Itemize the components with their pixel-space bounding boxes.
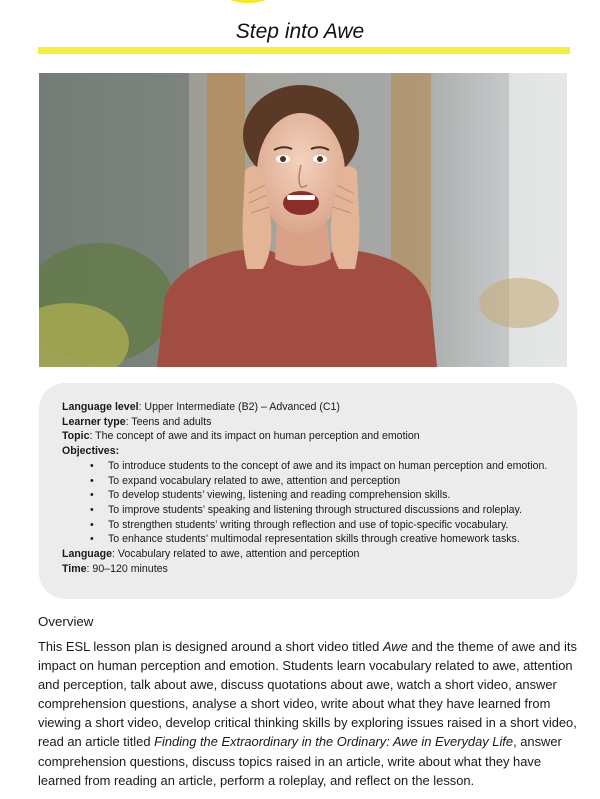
objectives-label: Objectives: — [62, 445, 120, 458]
objective-item: • To enhance students’ multimodal representation skills through creative homework tasks. — [62, 532, 555, 547]
language-level-value: : Upper Intermediate (B2) – Advanced (C1) — [138, 401, 340, 413]
top-accent-shape — [225, 0, 271, 3]
time-label: Time — [62, 562, 87, 575]
overview-paragraph: This ESL lesson plan is designed around a short video titled Awe and the theme of awe and its impact on human perception and emotion. Students learn vocabulary related to awe, attention and perception, talk about awe, discuss quotations about awe, watch a short video, answer comprehension questions, analyse a short video, write about what they have learned from viewing a short video, develop critical thinking skills by exploring issues raised in a short video, read an article titled Finding the Extraordinary in the Ordinary: Awe in Everyday Life, answer comprehension questions, discuss topics raised in an article, write about what they have learned from reading an article, perform a roleplay, and reflect on the lesson. — [38, 639, 577, 788]
language-label: Language — [62, 548, 113, 561]
language-value: : Vocabulary related to awe, attention and perception — [112, 548, 360, 561]
topic-line — [62, 429, 555, 444]
topic-value: : The concept of awe and its impact on human perception and emotion — [89, 430, 420, 443]
page-title: Step into Awe — [235, 20, 365, 43]
objective-item: • To develop students’ viewing, listening and reading comprehension skills. — [62, 488, 555, 503]
learner-type-line — [62, 415, 555, 430]
time-line — [62, 562, 555, 577]
language-level-label: Language level — [62, 401, 139, 413]
video-title: Awe — [382, 639, 408, 654]
objectives-list — [62, 459, 555, 547]
article-title: Finding the Extraordinary in the Ordinary: Awe in Everyday Life — [154, 734, 514, 750]
learner-type-value: : Teens and adults — [125, 415, 212, 428]
learner-type-label: Learner type — [62, 415, 126, 428]
time-value: : 90–120 minutes — [86, 562, 168, 575]
topic-label: Topic — [62, 430, 90, 443]
title-underline-bar — [38, 47, 570, 54]
language-level-line — [62, 400, 555, 415]
language-line — [62, 547, 555, 562]
objective-item: • To expand vocabulary related to awe, attention and perception — [62, 474, 555, 489]
objective-item: • To introduce students to the concept of awe and its impact on human perception and emotion. — [62, 459, 555, 474]
lesson-info-box — [39, 383, 577, 599]
overview-heading: Overview — [38, 614, 94, 629]
objective-item: • To strengthen students’ writing through reflection and use of topic-specific vocabulary. — [62, 518, 555, 533]
objective-item: • To improve students’ speaking and listening through structured discussions and roleplay. — [62, 503, 555, 518]
woman-expressing-awe-illustration — [39, 73, 567, 367]
hero-photo — [39, 73, 567, 367]
